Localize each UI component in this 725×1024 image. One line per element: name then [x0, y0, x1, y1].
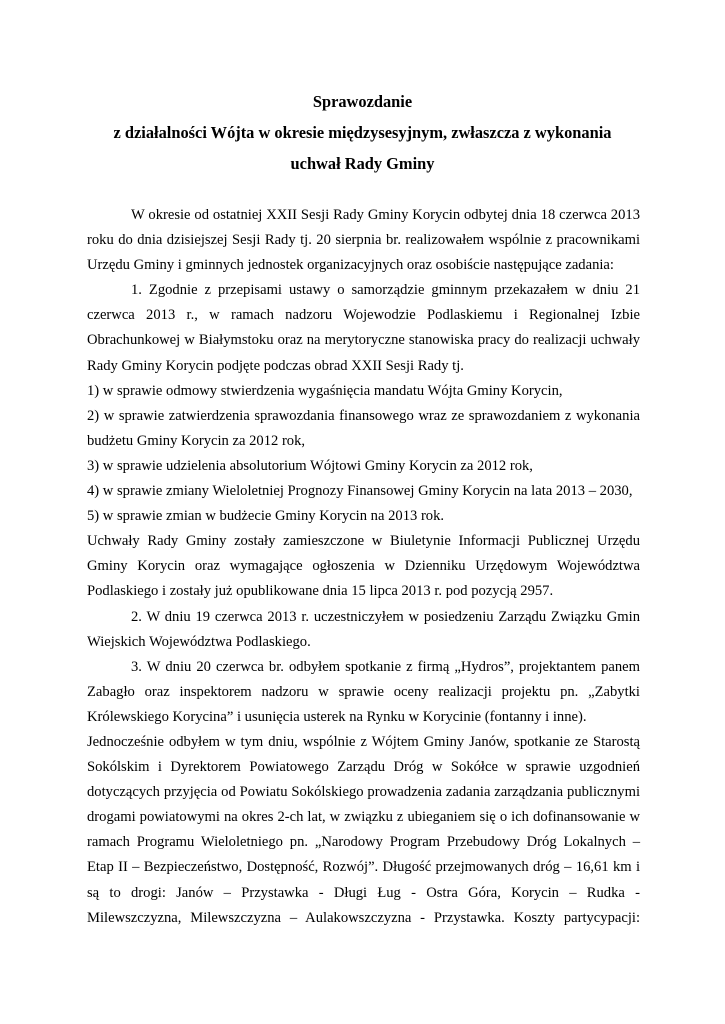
- document-title: [0, 86, 725, 179]
- meeting-line-4: drogami powiatowymi na okres 2-ch lat, w związku z ubieganiem się o ich dofinansowanie w: [87, 809, 640, 826]
- meeting-line-2: Sokólskim i Dyrektorem Powiatowego Zarządu Dróg w Sokółce w sprawie uzgodnień: [87, 759, 640, 776]
- resolution-5: 5) w sprawie zmian w budżecie Gminy Korycin na 2013 rok.: [87, 508, 445, 525]
- publication-line-3: Podlaskiego i zostały już opublikowane dnia 15 lipca 2013 r. pod pozycją 2957.: [87, 583, 554, 600]
- item1-line-1: 1. Zgodnie z przepisami ustawy o samorządzie gminnym przekazałem w dniu 21: [131, 282, 640, 299]
- item1-line-3: Obrachunkowej w Białymstoku oraz na merytoryczne stanowiska pracy do realizacji uchwały: [87, 332, 640, 349]
- item2-line-1: 2. W dniu 19 czerwca 2013 r. uczestniczyłem w posiedzeniu Zarządu Związku Gmin: [131, 608, 640, 625]
- resolution-4: 4) w sprawie zmiany Wieloletniej Prognozy Finansowej Gminy Korycin na lata 2013 – 2030,: [87, 483, 633, 500]
- item3-line-3: Królewskiego Korycina” i usunięcia usterek na Rynku w Korycinie (fontanny i inne).: [87, 708, 587, 725]
- item1-line-4: Rady Gminy Korycin podjęte podczas obrad XXII Sesji Rady tj.: [87, 357, 464, 374]
- title-line-2: z działalności Wójta w okresie międzysesyjnym, zwłaszcza z wykonania: [113, 123, 612, 142]
- intro-line-3: Urzędu Gminy i gminnych jednostek organizacyjnych oraz osobiście następujące zadania:: [87, 257, 614, 274]
- intro-line-2: roku do dnia dzisiejszej Sesji Rady tj. 20 sierpnia br. realizowałem wspólnie z pracownikami: [87, 232, 640, 249]
- meeting-line-3: dotyczących przyjęcia od Powiatu Sokólskiego prowadzenia zadania zarządzania publicznymi: [87, 784, 640, 801]
- title-line-3: uchwał Rady Gminy: [290, 154, 435, 173]
- meeting-line-5: ramach Programu Wieloletniego pn. „Narodowy Program Przebudowy Dróg Lokalnych –: [87, 834, 640, 851]
- document-body: [87, 203, 640, 931]
- publication-line-1: Uchwały Rady Gminy zostały zamieszczone w Biuletynie Informacji Publicznej Urzędu: [87, 533, 640, 550]
- meeting-line-7: są to drogi: Janów – Przystawka - Długi Ług - Ostra Góra, Korycin – Rudka -: [87, 884, 640, 901]
- item3-line-1: 3. W dniu 20 czerwca br. odbyłem spotkanie z firmą „Hydros”, projektantem panem: [131, 658, 640, 675]
- item3-line-2: Zabagło oraz inspektorem nadzoru w sprawie oceny realizacji projektu pn. „Zabytki: [87, 683, 640, 700]
- resolution-1: 1) w sprawie odmowy stwierdzenia wygaśnięcia mandatu Wójta Gminy Korycin,: [87, 382, 563, 399]
- item1-line-2: czerwca 2013 r., w ramach nadzoru Wojewodzie Podlaskiemu i Regionalnej Izbie: [87, 307, 640, 324]
- meeting-line-6: Etap II – Bezpieczeństwo, Dostępność, Rozwój”. Długość przejmowanych dróg – 16,61 km i: [87, 859, 640, 876]
- meeting-line-8: Milewszczyzna, Milewszczyzna – Aulakowszczyzna - Przystawka. Koszty partycypacji:: [87, 909, 640, 926]
- publication-line-2: Gminy Korycin oraz wymagające ogłoszenia w Dzienniku Urzędowym Województwa: [87, 558, 640, 575]
- title-line-1: Sprawozdanie: [312, 92, 413, 111]
- item2-line-2: Wiejskich Województwa Podlaskiego.: [87, 633, 311, 650]
- meeting-line-1: Jednocześnie odbyłem w tym dniu, wspólnie z Wójtem Gminy Janów, spotkanie ze Starostą: [87, 733, 640, 750]
- resolution-3: 3) w sprawie udzielenia absolutorium Wójtowi Gminy Korycin za 2012 rok,: [87, 457, 533, 474]
- intro-line-1: W okresie od ostatniej XXII Sesji Rady Gminy Korycin odbytej dnia 18 czerwca 2013: [131, 207, 640, 223]
- resolution-2-line-2: budżetu Gminy Korycin za 2012 rok,: [87, 432, 306, 449]
- resolution-2-line-1: 2) w sprawie zatwierdzenia sprawozdania finansowego wraz ze sprawozdaniem z wykonania: [87, 407, 640, 424]
